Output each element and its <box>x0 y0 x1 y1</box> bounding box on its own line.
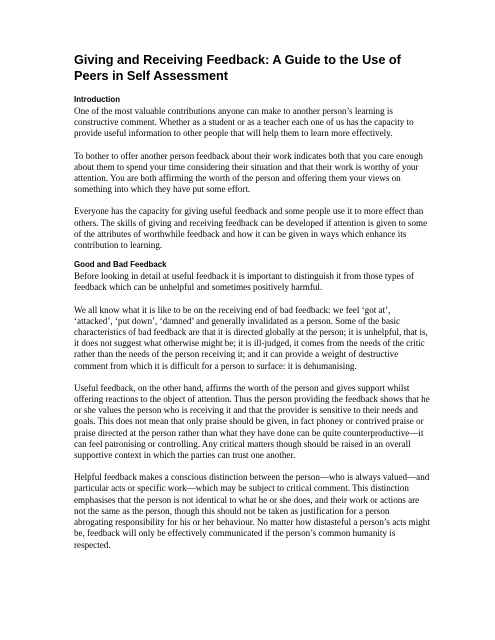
section-good-and-bad-feedback <box>74 260 430 550</box>
paragraph: One of the most valuable contributions anyone can make to another person’s learning is constructive comment. Whether as a student or as a teacher each one of us has the capacity to provide useful information to other people that will help them to learn more effectively. <box>74 106 414 139</box>
paragraph: To bother to offer another person feedback about their work indicates both that you care enough about them to spend your time considering their situation and that their work is worthy of your attention. You are both affirming the worth of the person and offering them your views on something into which they have put some effort. <box>74 150 423 195</box>
paragraph: We all know what it is like to be on the receiving end of bad feedback: we feel ‘got at’, ‘attacked’, ‘put down’, ‘damned’ and generally invalidated as a person. Some of the basic characteristics of bad feedback are that it is directed globally at the person; it is unhelpful, that is, it does not suggest what otherwise might be; it is ill-judged, it comes from the needs of the critic rather than the needs of the person receiving it; and it can provide a weight of destructive comment from which it is difficult for a person to surface: it is dehumanising. <box>74 304 428 371</box>
paragraph: Useful feedback, on the other hand, affirms the worth of the person and gives support whilst offering reactions to the object of attention. Thus the person providing the feedback shows that he or she values the person who is receiving it and that the provider is sensitive to their needs and goals. This does not mean that only praise should be given, in fact phoney or contrived praise or praise directed at the person rather than what they have done can be quite counterproductive—it can feel patronising or controlling. Any critical matters though should be raised in an overall supportive context in which the parties can trust one another. <box>74 382 430 461</box>
paragraph: Everyone has the capacity for giving useful feedback and some people use it to more effect than others. The skills of giving and receiving feedback can be developed if attention is given to some of the attributes of worthwhile feedback and how it can be given in ways which enhance its contribution to learning. <box>74 206 428 251</box>
section-heading: Good and Bad Feedback <box>74 260 167 270</box>
document-page <box>74 52 430 562</box>
paragraph: Before looking in detail at useful feedback it is important to distinguish it from those types of feedback which can be unhelpful and sometimes positively harmful. <box>74 271 414 293</box>
document-title: Giving and Receiving Feedback: A Guide to the Use of Peers in Self Assessment <box>74 53 401 83</box>
section-introduction <box>74 95 430 251</box>
paragraph: Helpful feedback makes a conscious distinction between the person—who is always valued—and particular acts or specific work—which may be subject to critical comment. This distinction emphasises that the person is not identical to what he or she does, and their work or actions are not the same as the person, though this should not be taken as justification for a person abrogating responsibility for his or her behaviour. No matter how distasteful a person’s acts might be, feedback will only be effectively communicated if the person’s common humanity is respected. <box>74 472 430 550</box>
section-heading: Introduction <box>74 95 121 104</box>
